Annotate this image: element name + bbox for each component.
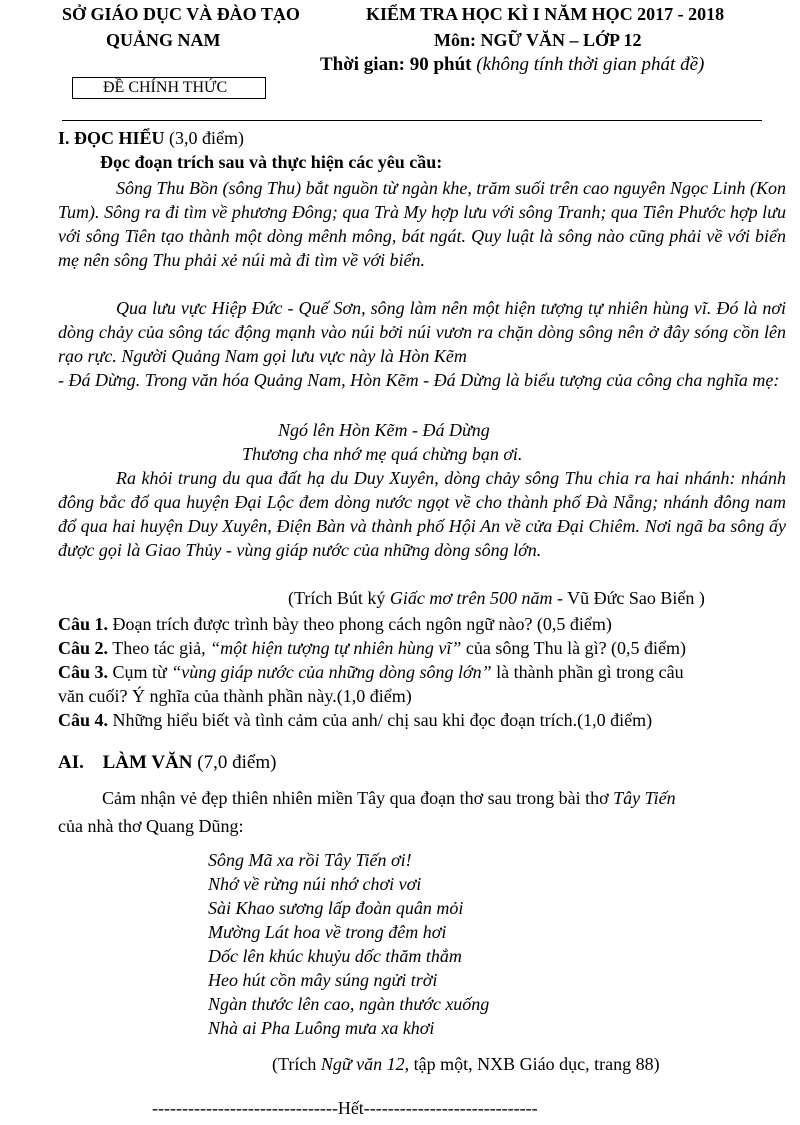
- question-3: [58, 660, 686, 684]
- source-author: - Vũ Đức Sao Biển ): [556, 588, 705, 608]
- poem-line: Heo hút cồn mây súng ngửi trời: [208, 970, 438, 990]
- poem-source-book: Ngữ văn 12: [320, 1054, 405, 1074]
- question-2-pre: Theo tác giả,: [112, 638, 206, 658]
- poem-line: Mường Lát hoa về trong đêm hơi: [208, 922, 447, 942]
- poem-excerpt: [208, 848, 489, 1040]
- passage-text-1: Sông Thu Bồn (sông Thu) bắt nguồn từ ngàn khe, trăm suối trên cao nguyên Ngọc Linh (Kon Tum). Sông ra đi tìm về phương Đông; qua Trà My hợp lưu với sông Tranh; qua Tiên Phước hợp lưu với sông Tiên tạo thành một dòng mênh mông, bát ngát. Quy luật là sông nào cũng phải về với biển mẹ nên sông Thu phải xẻ núi mà đi tìm về với biển.: [58, 178, 786, 270]
- question-4: [58, 708, 686, 732]
- question-3-quote: “vùng giáp nước của những dòng sông lớn”: [171, 662, 492, 682]
- question-4-text: Những hiểu biết và tình cảm của anh/ chị sau khi đọc đoạn trích.(1,0 điểm): [112, 710, 653, 730]
- poem-line: Nhà ai Pha Luông mưa xa khơi: [208, 1018, 435, 1038]
- time-note: (không tính thời gian phát đề): [476, 54, 705, 75]
- folk-verse-1: Ngó lên Hòn Kẽm - Đá Dừng: [278, 420, 490, 440]
- passage-text-2a: Qua lưu vực Hiệp Đức - Quế Sơn, sông làm nên một hiện tượng tự nhiên hùng vĩ. Đó là nơi dòng chảy của sông tác động mạnh vào núi bởi núi vươn ra chặn dòng sông nên ở đây sóng cồn lên rạo rực. Người Quảng Nam gọi lưu vực này là Hòn Kẽm: [58, 298, 786, 366]
- question-1: [58, 612, 686, 636]
- passage-source: [288, 588, 705, 609]
- poem-source-prefix: (Trích: [272, 1054, 317, 1074]
- official-label-box: [72, 77, 266, 99]
- section2-title: LÀM VĂN: [102, 752, 193, 773]
- questions: [58, 612, 686, 732]
- reading-instruction: Đọc đoạn trích sau và thực hiện các yêu cầu:: [100, 152, 443, 172]
- passage-paragraph-2: [58, 296, 786, 368]
- question-1-label: Câu 1.: [58, 614, 109, 634]
- source-prefix: (Trích Bút ký: [288, 588, 386, 608]
- section2-heading: [58, 752, 276, 774]
- question-3-post: là thành phần gì trong câu: [496, 662, 684, 682]
- passage-paragraph-2b: [58, 368, 786, 392]
- poem-source: [272, 1054, 660, 1075]
- question-2-post: của sông Thu là gì? (0,5 điểm): [465, 638, 687, 658]
- exam-subject: Môn: NGỮ VĂN – LỚP 12: [434, 30, 642, 50]
- exam-time: [320, 54, 704, 76]
- exam-title: KIỂM TRA HỌC KÌ I NĂM HỌC 2017 - 2018: [366, 4, 725, 24]
- question-4-label: Câu 4.: [58, 710, 109, 730]
- poem-line: Sài Khao sương lấp đoàn quân mỏi: [208, 898, 464, 918]
- folk-verse-2: Thương cha nhớ mẹ quá chừng bạn ơi.: [242, 444, 523, 464]
- passage-text-2b: - Đá Dừng. Trong văn hóa Quảng Nam, Hòn Kẽm - Đá Dừng là biểu tượng của công cha nghĩa mẹ:: [58, 370, 780, 390]
- section1-score: (3,0 điểm): [169, 128, 244, 148]
- poem-line: Nhớ về rừng núi nhớ chơi vơi: [208, 874, 422, 894]
- poem-line: Ngàn thước lên cao, ngàn thước xuống: [208, 994, 490, 1014]
- passage-text-3: Ra khỏi trung du qua đất hạ du Duy Xuyên, dòng chảy sông Thu chia ra hai nhánh: nhánh đông bắc đổ qua huyện Đại Lộc đem dòng nước ngọt về cho thành phố Đà Nẵng; nhánh đông nam đổ qua hai huyện Duy Xuyên, Điện Bàn và thành phố Hội An về cửa Đại Chiêm. Nơi ngã ba sông ấy được gọi là Giao Thủy - vùng giáp nước của những dòng sông lớn.: [58, 468, 786, 560]
- section2-score: (7,0 điểm): [197, 752, 277, 773]
- passage-paragraph-1: [58, 176, 786, 272]
- end-marker: -------------------------------Hết-----------------------------: [152, 1098, 538, 1118]
- poem-title: Tây Tiến: [613, 788, 676, 808]
- section2-number: AI.: [58, 752, 84, 773]
- section1-heading: [58, 128, 244, 149]
- section1-title: I. ĐỌC HIỂU: [58, 128, 165, 148]
- question-2: [58, 636, 686, 660]
- question-2-quote: “một hiện tượng tự nhiên hùng vĩ”: [210, 638, 462, 658]
- question-3-continued: văn cuối? Ý nghĩa của thành phần này.(1,0 điểm): [58, 686, 412, 706]
- department-name: SỞ GIÁO DỤC VÀ ĐÀO TẠO: [62, 4, 300, 24]
- question-3-pre: Cụm từ: [112, 662, 167, 682]
- essay-prompt-text: Cảm nhận vẻ đẹp thiên nhiên miền Tây qua đoạn thơ sau trong bài thơ: [102, 788, 609, 808]
- header-divider: [62, 120, 762, 121]
- poem-source-details: , tập một, NXB Giáo dục, trang 88): [404, 1054, 660, 1074]
- source-title: Giấc mơ trên 500 năm: [389, 588, 553, 608]
- time-label: Thời gian: 90 phút: [320, 54, 472, 75]
- question-1-text: Đoạn trích được trình bày theo phong cách ngôn ngữ nào? (0,5 điểm): [112, 614, 612, 634]
- question-2-label: Câu 2.: [58, 638, 109, 658]
- question-3-label: Câu 3.: [58, 662, 109, 682]
- official-label: ĐỀ CHÍNH THỨC: [103, 79, 228, 96]
- essay-prompt: [102, 788, 676, 809]
- poem-line: Sông Mã xa rồi Tây Tiến ơi!: [208, 850, 412, 870]
- poem-line: Dốc lên khúc khuỷu dốc thăm thẳm: [208, 946, 462, 966]
- essay-prompt-line2: của nhà thơ Quang Dũng:: [58, 816, 244, 836]
- province-name: QUẢNG NAM: [106, 30, 221, 50]
- passage-paragraph-3: [58, 466, 786, 562]
